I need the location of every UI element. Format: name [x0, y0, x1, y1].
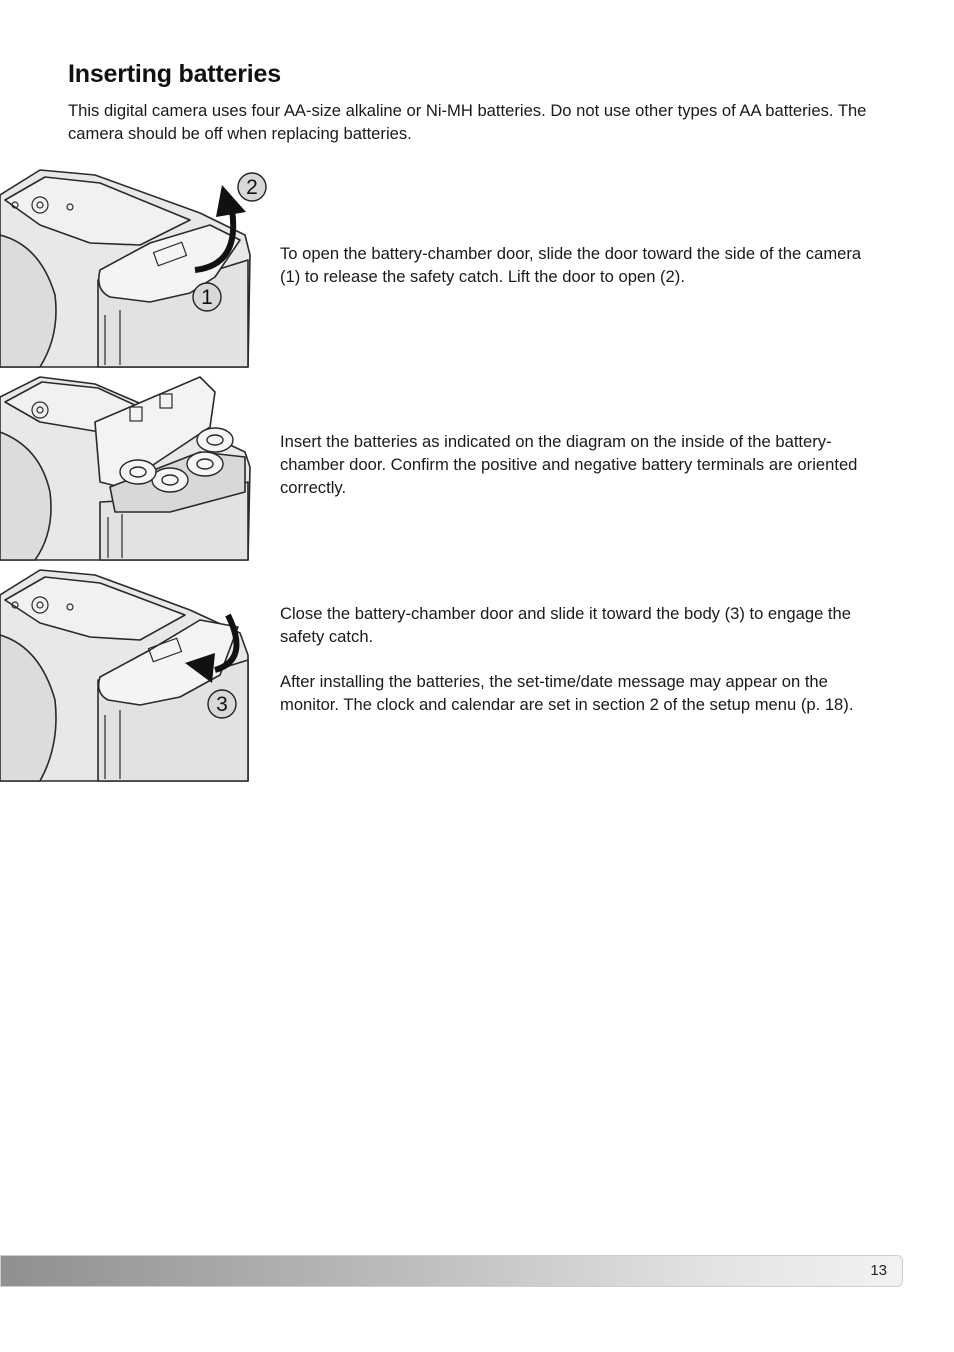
step-3-note: After installing the batteries, the set-time/date message may appear on the monitor. The clock and calendar are set in section 2 of the setup menu (p. 18). — [280, 672, 854, 714]
intro-paragraph: This digital camera uses four AA-size alkaline or Ni-MH batteries. Do not use other types of AA batteries. The camera should be off when replacing batteries. — [68, 101, 867, 143]
camera-open-door-drawing — [0, 165, 280, 370]
camera-batteries-drawing — [0, 372, 280, 562]
page-number: 13 — [870, 1262, 887, 1279]
step-2-illustration — [0, 372, 280, 562]
footer-bar — [0, 1255, 903, 1287]
step-2-text: Insert the batteries as indicated on the diagram on the inside of the battery-chamber door. Confirm the positive and negative battery terminals are oriented correctly. — [280, 432, 858, 497]
page-title: Inserting batteries — [68, 60, 281, 88]
step-1-text: To open the battery-chamber door, slide the door toward the side of the camera (1) to release the safety catch. Lift the door to open (2). — [280, 244, 862, 286]
step-3-illustration — [0, 565, 280, 783]
callout-1: 1 — [201, 286, 213, 309]
step-1-illustration — [0, 165, 280, 370]
callout-2: 2 — [246, 176, 258, 199]
step-3-text: Close the battery-chamber door and slide it toward the body (3) to engage the safety catch. — [280, 604, 851, 646]
callout-3: 3 — [216, 693, 228, 716]
camera-close-door-drawing — [0, 565, 280, 783]
